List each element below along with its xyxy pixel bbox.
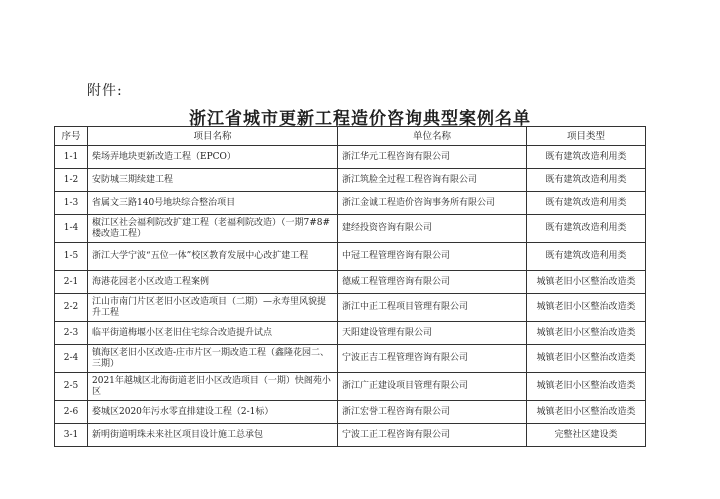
row-project-name: 海港花园老小区改造工程案例 (88, 271, 338, 294)
row-unit-name: 浙江中正工程项目管理有限公司 (338, 294, 527, 322)
row-unit-name: 浙江华元工程咨询有限公司 (338, 146, 527, 169)
table-row (55, 215, 646, 243)
table-row (55, 322, 646, 345)
row-unit-name: 浙江广正建设项目管理有限公司 (338, 373, 527, 401)
row-no: 2-6 (55, 401, 88, 424)
row-unit-name: 宁波正吉工程管理咨询有限公司 (338, 345, 527, 373)
row-unit-name: 德威工程管理咨询有限公司 (338, 271, 527, 294)
table-row (55, 424, 646, 447)
table-row (55, 401, 646, 424)
row-project-name: 镇海区老旧小区改造-庄市片区一期改造工程（鑫隆花园二、三期） (88, 345, 338, 373)
table-row (55, 345, 646, 373)
attachment-label: 附件: (87, 83, 123, 99)
row-project-type: 城镇老旧小区整治改造类 (527, 294, 646, 322)
table-row (55, 271, 646, 294)
row-project-name: 椒江区社会福利院改扩建工程（老福利院改造）（一期7#8#楼改造工程） (88, 215, 338, 243)
row-no: 1-4 (55, 215, 88, 243)
row-project-type: 城镇老旧小区整治改造类 (527, 401, 646, 424)
header-project-name: 项目名称 (88, 127, 338, 146)
row-project-type: 既有建筑改造利用类 (527, 169, 646, 192)
row-project-name: 安防城三期续建工程 (88, 169, 338, 192)
row-unit-name: 浙江金诚工程造价咨询事务所有限公司 (338, 192, 527, 215)
row-project-type: 城镇老旧小区整治改造类 (527, 345, 646, 373)
row-project-type: 既有建筑改造利用类 (527, 215, 646, 243)
row-no: 2-2 (55, 294, 88, 322)
row-no: 3-1 (55, 424, 88, 447)
row-project-name: 省属文三路140号地块综合整治项目 (88, 192, 338, 215)
row-no: 2-5 (55, 373, 88, 401)
row-unit-name: 浙江宏誉工程咨询有限公司 (338, 401, 527, 424)
row-no: 2-4 (55, 345, 88, 373)
row-project-name: 江山市南门片区老旧小区改造项目（二期）—永寿里风貌提升工程 (88, 294, 338, 322)
table-row (55, 294, 646, 322)
table-header-row (55, 127, 646, 146)
row-unit-name: 建经投资咨询有限公司 (338, 215, 527, 243)
row-project-name: 浙江大学宁波“五位一体”校区教育发展中心改扩建工程 (88, 243, 338, 271)
header-project-type: 项目类型 (527, 127, 646, 146)
table-row (55, 169, 646, 192)
table-row (55, 373, 646, 401)
row-project-type: 完整社区建设类 (527, 424, 646, 447)
row-no: 1-3 (55, 192, 88, 215)
row-project-type: 既有建筑改造利用类 (527, 146, 646, 169)
row-no: 2-1 (55, 271, 88, 294)
row-unit-name: 中冠工程管理咨询有限公司 (338, 243, 527, 271)
row-unit-name: 宁波工正工程咨询有限公司 (338, 424, 527, 447)
table-row (55, 192, 646, 215)
row-no: 1-1 (55, 146, 88, 169)
row-no: 1-5 (55, 243, 88, 271)
row-project-name: 临平街道梅堰小区老旧住宅综合改造提升试点 (88, 322, 338, 345)
header-no: 序号 (55, 127, 88, 146)
row-project-name: 2021年越城区北海街道老旧小区改造项目（一期）快阁苑小区 (88, 373, 338, 401)
row-project-name: 婺城区2020年污水零直排建设工程（2-1标） (88, 401, 338, 424)
row-unit-name: 天阳建设管理有限公司 (338, 322, 527, 345)
row-project-type: 既有建筑改造利用类 (527, 192, 646, 215)
row-project-name: 新明街道明珠未来社区项目设计施工总承包 (88, 424, 338, 447)
row-project-type: 城镇老旧小区整治改造类 (527, 271, 646, 294)
row-no: 2-3 (55, 322, 88, 345)
row-project-type: 既有建筑改造利用类 (527, 243, 646, 271)
document-title: 浙江省城市更新工程造价咨询典型案例名单 (189, 109, 531, 129)
header-unit-name: 单位名称 (338, 127, 527, 146)
row-unit-name: 浙江筑脸全过程工程咨询有限公司 (338, 169, 527, 192)
row-project-type: 城镇老旧小区整治改造类 (527, 322, 646, 345)
table-row (55, 243, 646, 271)
row-project-name: 柴场弄地块更新改造工程（EPCO） (88, 146, 338, 169)
row-project-type: 城镇老旧小区整治改造类 (527, 373, 646, 401)
cases-table (54, 126, 646, 447)
table-row (55, 146, 646, 169)
row-no: 1-2 (55, 169, 88, 192)
